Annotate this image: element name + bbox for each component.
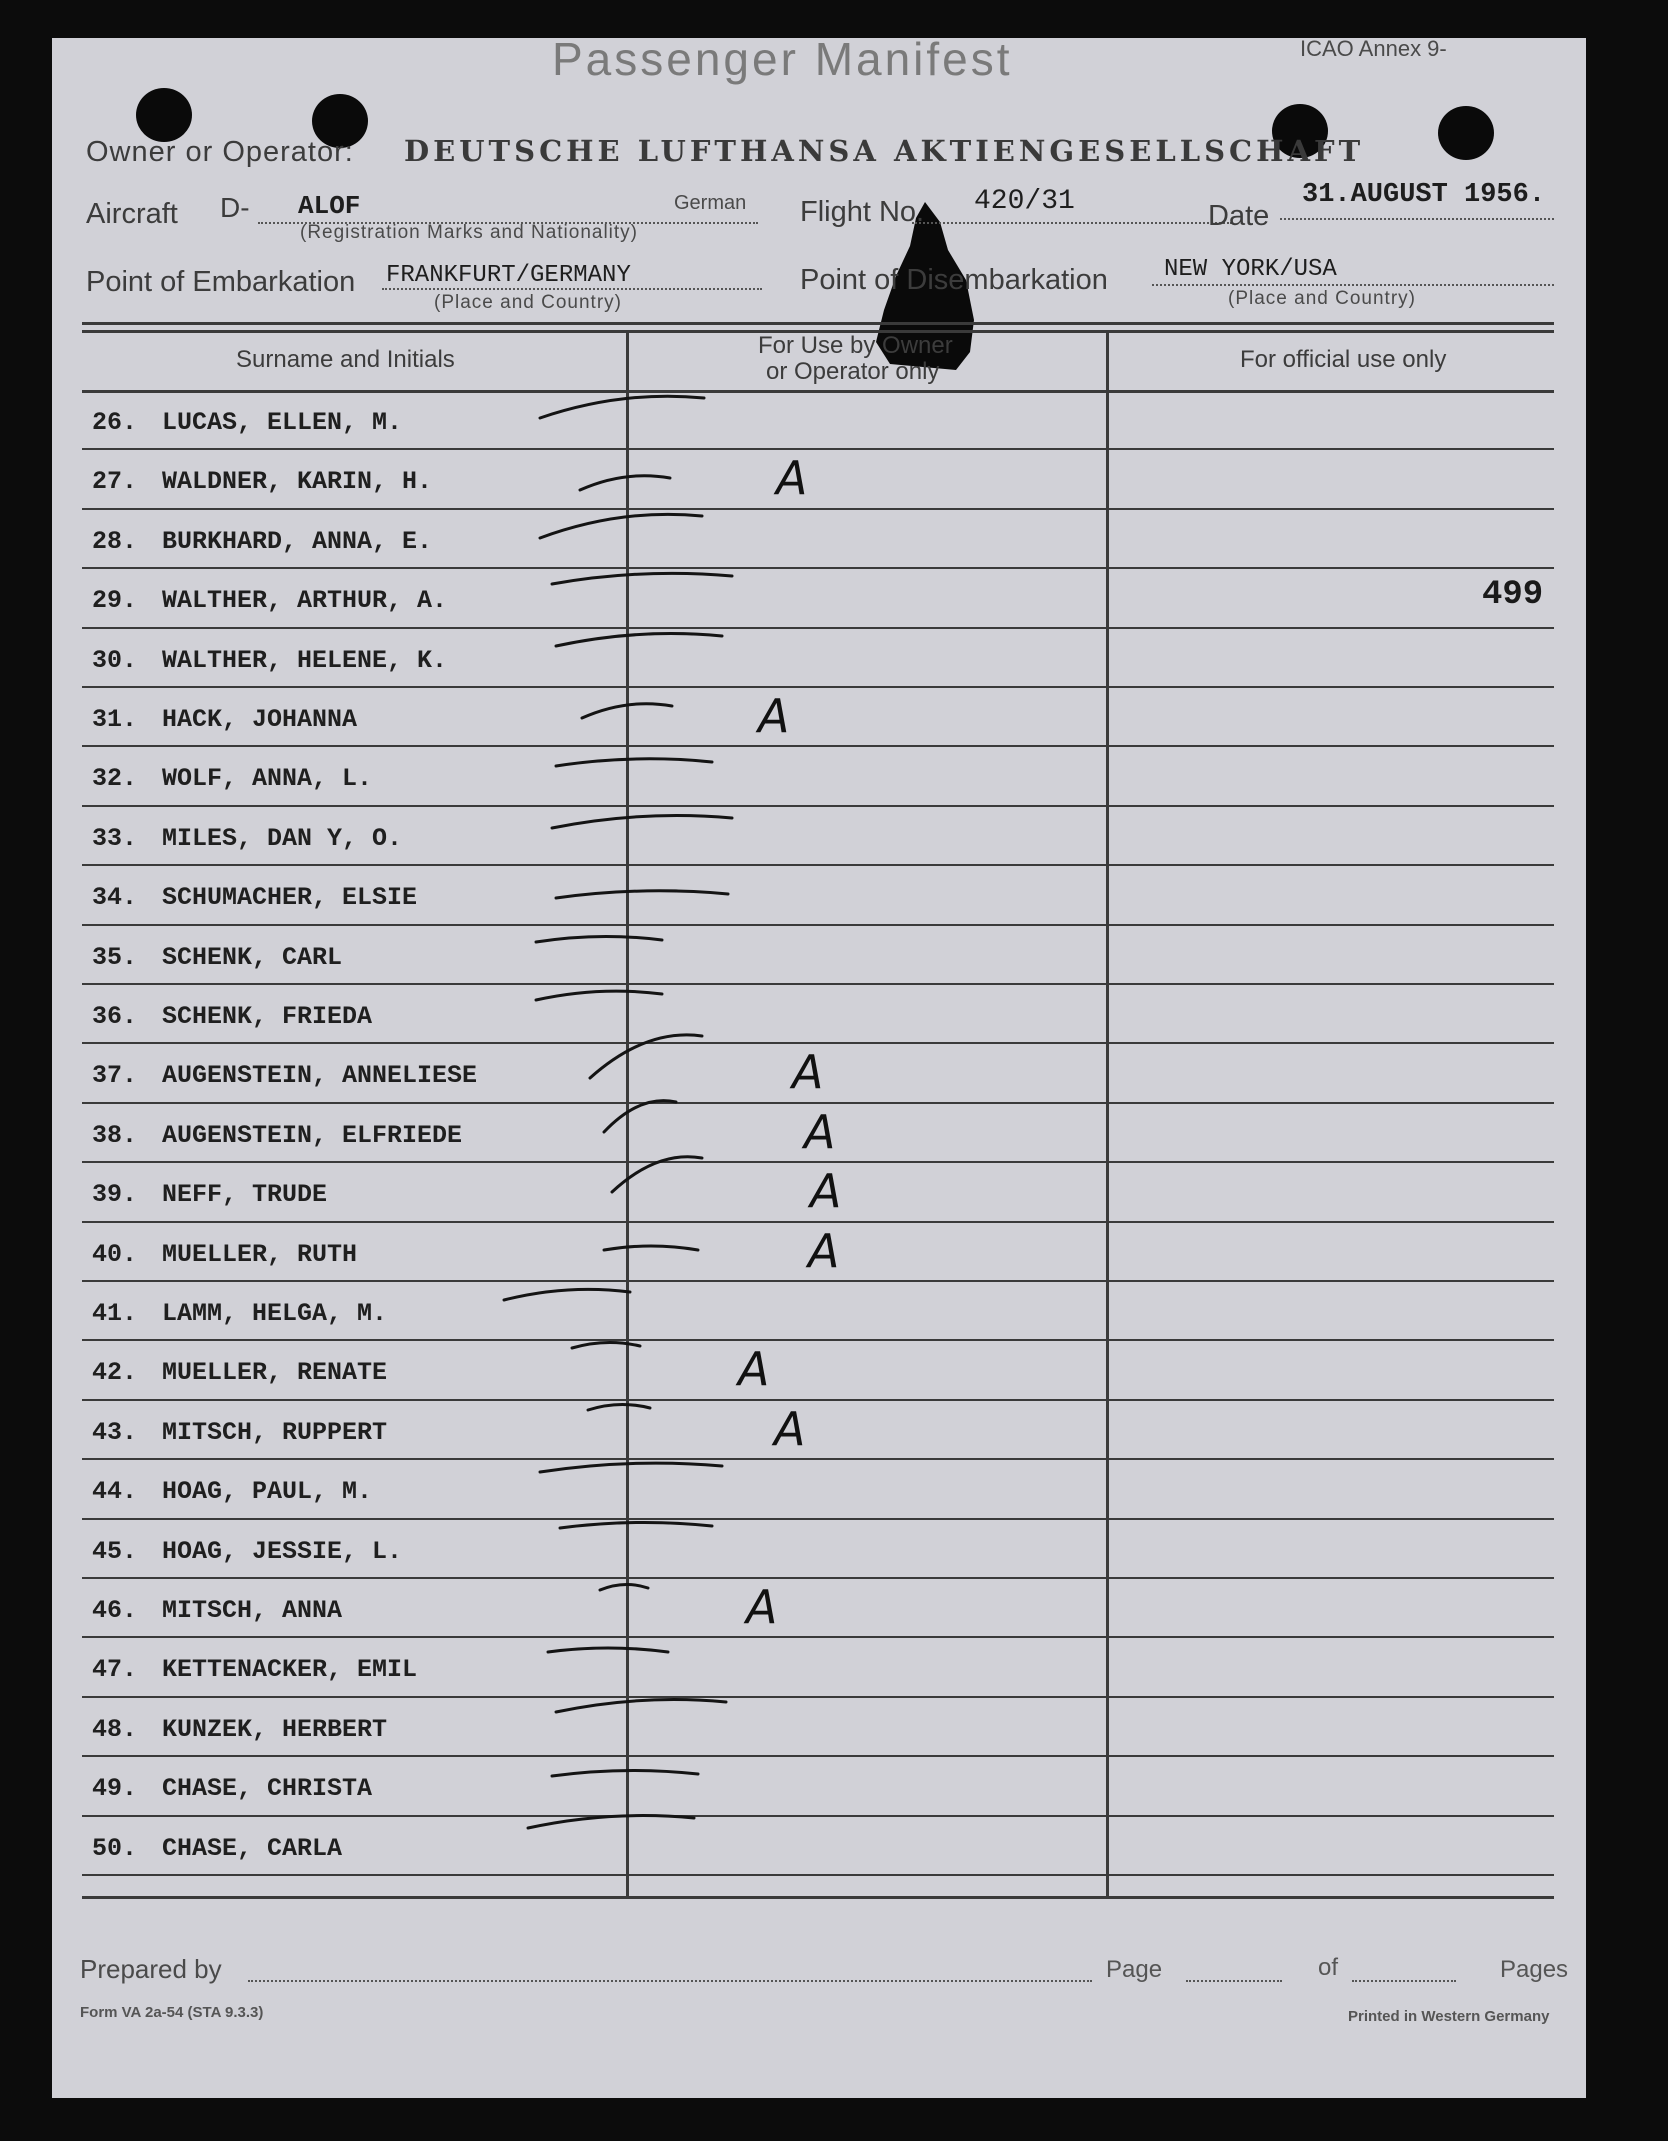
check-stroke [536, 991, 662, 1000]
check-stroke [600, 1584, 648, 1590]
handwritten-mark: A [774, 1401, 806, 1456]
passenger-number: 50. [92, 1833, 138, 1863]
passenger-name: SCHENK, CARL [162, 942, 343, 972]
check-stroke [572, 1342, 640, 1348]
check-stroke [556, 759, 712, 766]
check-stroke [536, 936, 662, 942]
passenger-name: WALTHER, HELENE, K. [162, 645, 448, 675]
annex-label: ICAO Annex 9- [1300, 38, 1447, 61]
passenger-number: 48. [92, 1714, 138, 1744]
passenger-name: LUCAS, ELLEN, M. [162, 408, 403, 437]
passenger-name: MITSCH, ANNA [162, 1596, 343, 1625]
handwritten-mark: A [808, 1223, 840, 1278]
passenger-number: 47. [92, 1655, 138, 1685]
passenger-number: 40. [92, 1239, 138, 1269]
check-stroke [556, 891, 728, 898]
passenger-number: 49. [92, 1774, 138, 1804]
passenger-name: MILES, DAN Y, O. [162, 823, 403, 853]
passenger-name: MUELLER, RUTH [162, 1239, 358, 1269]
handwritten-mark: A [738, 1342, 770, 1397]
check-stroke [552, 1770, 698, 1776]
check-stroke [540, 1463, 722, 1472]
passenger-name: KUNZEK, HERBERT [162, 1714, 388, 1744]
check-stroke [528, 1816, 694, 1828]
passenger-number: 27. [92, 467, 138, 497]
passenger-number: 43. [92, 1417, 138, 1447]
passenger-name: MITSCH, RUPPERT [162, 1417, 388, 1447]
handwritten-mark: A [776, 451, 808, 506]
passenger-name: SCHENK, FRIEDA [162, 1002, 373, 1031]
check-stroke [540, 396, 704, 418]
passenger-number: 26. [92, 408, 138, 437]
embarkation-label: Point of Embarkation [86, 266, 356, 298]
passenger-number: 41. [92, 1299, 138, 1328]
check-stroke [552, 816, 732, 828]
passenger-number: 39. [92, 1180, 138, 1210]
passenger-number: 28. [92, 526, 138, 556]
passenger-name: SCHUMACHER, ELSIE [162, 883, 418, 913]
column-header-official: For official use only [1240, 346, 1447, 373]
disembarkation-caption: (Place and Country) [1228, 288, 1416, 309]
date-label: Date [1208, 200, 1270, 232]
passenger-name: LAMM, HELGA, M. [162, 1299, 388, 1328]
pages-label: Pages [1500, 1956, 1569, 1983]
check-stroke [556, 634, 722, 646]
passenger-name: WALDNER, KARIN, H. [162, 467, 433, 497]
column-header-name: Surname and Initials [236, 346, 455, 373]
embarkation-caption: (Place and Country) [434, 292, 622, 313]
passenger-name: KETTENACKER, EMIL [162, 1655, 418, 1685]
passenger-number: 37. [92, 1061, 138, 1091]
passenger-number: 32. [92, 764, 138, 794]
aircraft-prefix: D- [220, 192, 250, 223]
check-stroke [552, 573, 732, 584]
form-number: Form VA 2a-54 (STA 9.3.3) [80, 2004, 264, 2021]
passenger-number: 29. [92, 586, 138, 616]
passenger-name: WOLF, ANNA, L. [162, 764, 373, 794]
passenger-name: HACK, JOHANNA [162, 705, 358, 734]
passenger-name: WALTHER, ARTHUR, A. [162, 586, 448, 616]
passenger-name: CHASE, CARLA [162, 1833, 343, 1863]
passenger-name: NEFF, TRUDE [162, 1180, 328, 1210]
handwritten-mark: A [810, 1164, 842, 1219]
passenger-name: MUELLER, RENATE [162, 1358, 388, 1388]
passenger-name: BURKHARD, ANNA, E. [162, 526, 433, 556]
flight-label: Flight No. [800, 196, 925, 228]
check-stroke [556, 1700, 726, 1712]
aircraft-registration: ALOF [298, 191, 361, 221]
aircraft-caption: (Registration Marks and Nationality) [300, 222, 639, 243]
passenger-number: 46. [92, 1596, 138, 1625]
check-stroke [590, 1035, 702, 1078]
check-stroke [604, 1101, 676, 1132]
check-stroke [580, 476, 670, 490]
handwritten-mark: A [804, 1104, 836, 1159]
check-stroke [504, 1289, 630, 1300]
printed-in-label: Printed in Western Germany [1348, 2008, 1550, 2025]
passenger-number: 31. [92, 705, 138, 734]
passenger-number: 34. [92, 883, 138, 913]
date-value: 31.AUGUST 1956. [1302, 180, 1546, 210]
passenger-number: 36. [92, 1002, 138, 1031]
handwritten-check-marks [52, 38, 1586, 2098]
passenger-number: 38. [92, 1120, 138, 1150]
check-stroke [540, 514, 702, 538]
handwritten-mark: A [758, 689, 790, 743]
of-label: of [1318, 1954, 1339, 1981]
check-stroke [588, 1404, 650, 1410]
owner-label: Owner or Operator: [86, 136, 354, 168]
aircraft-nationality: German [674, 192, 747, 214]
passenger-name: HOAG, JESSIE, L. [162, 1536, 403, 1566]
passenger-number: 45. [92, 1536, 138, 1566]
passenger-number: 30. [92, 645, 138, 675]
passenger-number: 35. [92, 942, 138, 972]
handwritten-mark: A [792, 1045, 824, 1100]
check-stroke [560, 1522, 712, 1528]
check-stroke [582, 704, 672, 718]
disembarkation-label: Point of Disembarkation [800, 264, 1108, 296]
manifest-sheet [52, 38, 1586, 2098]
passenger-name: AUGENSTEIN, ELFRIEDE [162, 1120, 463, 1150]
column-header-owner-1: For Use by Owner [758, 332, 953, 359]
check-stroke [612, 1157, 702, 1192]
passenger-name: HOAG, PAUL, M. [162, 1477, 373, 1507]
check-stroke [548, 1648, 668, 1652]
passenger-number: 44. [92, 1477, 138, 1507]
passenger-number: 33. [92, 823, 138, 853]
embarkation-value: FRANKFURT/GERMANY [386, 262, 631, 289]
prepared-by-label: Prepared by [80, 1954, 222, 1984]
check-stroke [604, 1246, 698, 1250]
passenger-name: CHASE, CHRISTA [162, 1774, 373, 1804]
aircraft-label: Aircraft [86, 198, 178, 230]
handwritten-mark: A [746, 1580, 778, 1634]
passenger-number: 42. [92, 1358, 138, 1388]
official-use-value: 499 [1482, 576, 1544, 615]
disembarkation-value: NEW YORK/USA [1164, 256, 1337, 283]
flight-value: 420/31 [974, 186, 1075, 217]
owner-value: DEUTSCHE LUFTHANSA AKTIENGESELLSCHAFT [404, 134, 1365, 168]
passenger-name: AUGENSTEIN, ANNELIESE [162, 1061, 478, 1091]
column-header-owner-2: or Operator only [766, 358, 940, 385]
page-label: Page [1106, 1956, 1163, 1983]
manifest-title: Passenger Manifest [552, 38, 1013, 85]
